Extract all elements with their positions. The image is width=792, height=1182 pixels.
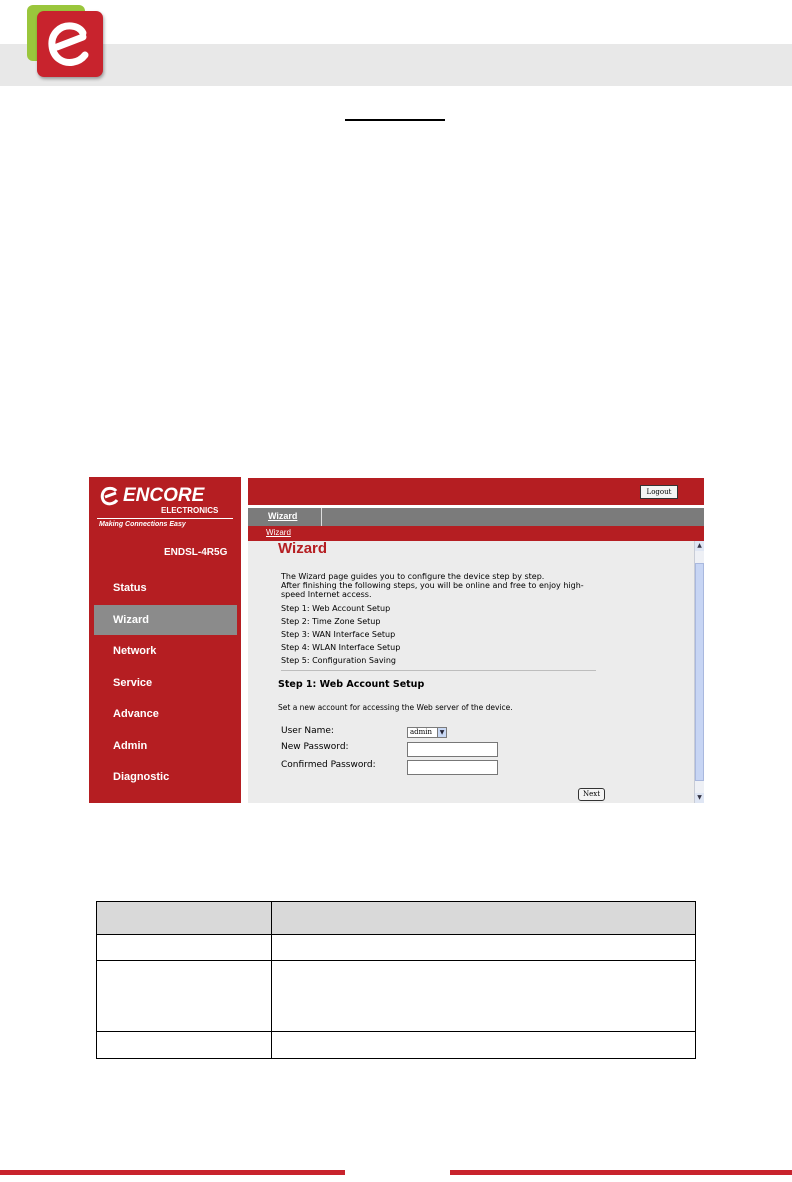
step-item: Step 2: Time Zone Setup bbox=[281, 617, 381, 626]
wizard-content bbox=[248, 541, 694, 803]
router-ui-screenshot bbox=[89, 477, 704, 803]
new-password-label: New Password: bbox=[281, 742, 349, 752]
nav-item-admin[interactable]: Admin bbox=[113, 740, 148, 752]
sidebar bbox=[89, 477, 241, 803]
brand-sub: ELECTRONICS bbox=[161, 506, 219, 515]
divider bbox=[281, 670, 596, 671]
arrow-down-icon[interactable]: ▼ bbox=[695, 793, 704, 803]
intro-line: speed Internet access. bbox=[281, 590, 372, 599]
table-row-divider bbox=[97, 1031, 695, 1032]
nav-item-diagnostic[interactable]: Diagnostic bbox=[113, 771, 170, 783]
step-item: Step 1: Web Account Setup bbox=[281, 604, 391, 613]
nav-item-advance[interactable]: Advance bbox=[113, 708, 159, 720]
step-item: Step 3: WAN Interface Setup bbox=[281, 630, 396, 639]
nav-item-network[interactable]: Network bbox=[113, 645, 157, 657]
step-item: Step 5: Configuration Saving bbox=[281, 656, 396, 665]
brand-tagline: Making Connections Easy bbox=[99, 521, 186, 528]
encore-e-mark-icon bbox=[99, 486, 121, 506]
table-column-divider bbox=[271, 902, 272, 1058]
confirm-password-input[interactable] bbox=[407, 760, 498, 775]
page-title: Wizard bbox=[278, 540, 328, 557]
breadcrumb-wizard-link[interactable]: Wizard bbox=[266, 528, 291, 537]
confirm-password-label: Confirmed Password: bbox=[281, 760, 376, 770]
nav-item-wizard[interactable]: Wizard bbox=[94, 605, 237, 635]
logout-button[interactable]: Logout bbox=[640, 485, 678, 499]
chevron-down-icon: ▼ bbox=[437, 728, 446, 737]
parameter-table bbox=[96, 901, 696, 1059]
top-bar bbox=[248, 478, 704, 505]
section-title-underline bbox=[345, 119, 445, 121]
intro-line: After finishing the following steps, you will be online and free to enjoy high- bbox=[281, 581, 584, 590]
breadcrumb bbox=[248, 526, 704, 541]
vertical-scrollbar[interactable] bbox=[694, 541, 704, 803]
intro-line: The Wizard page guides you to configure the device step by step. bbox=[281, 572, 545, 581]
brand-name: ENCORE bbox=[123, 485, 205, 506]
nav-item-status[interactable]: Status bbox=[113, 582, 147, 594]
header-gray-band bbox=[0, 44, 792, 86]
table-header-row bbox=[97, 902, 695, 935]
footer-rule-right bbox=[450, 1170, 792, 1175]
new-password-input[interactable] bbox=[407, 742, 498, 757]
user-name-select[interactable] bbox=[407, 727, 447, 738]
encore-e-logo-icon bbox=[37, 11, 103, 77]
brand-divider bbox=[97, 518, 233, 519]
section-title: Step 1: Web Account Setup bbox=[278, 679, 425, 690]
table-row-divider bbox=[97, 960, 695, 961]
nav-item-service[interactable]: Service bbox=[113, 677, 153, 689]
arrow-up-icon[interactable]: ▲ bbox=[695, 541, 704, 551]
section-description: Set a new account for accessing the Web server of the device. bbox=[278, 703, 513, 712]
user-name-value: admin bbox=[410, 728, 433, 736]
model-name: ENDSL-4R5G bbox=[164, 547, 228, 558]
scrollbar-thumb[interactable] bbox=[695, 563, 704, 781]
intro-text bbox=[281, 572, 611, 599]
next-button[interactable]: Next bbox=[578, 788, 605, 801]
brand-logo bbox=[97, 485, 233, 533]
footer-rule-left bbox=[0, 1170, 345, 1175]
step-item: Step 4: WLAN Interface Setup bbox=[281, 643, 401, 652]
tab-bar bbox=[248, 508, 704, 526]
user-name-label: User Name: bbox=[281, 726, 334, 736]
tab-wizard[interactable]: Wizard bbox=[248, 508, 322, 526]
